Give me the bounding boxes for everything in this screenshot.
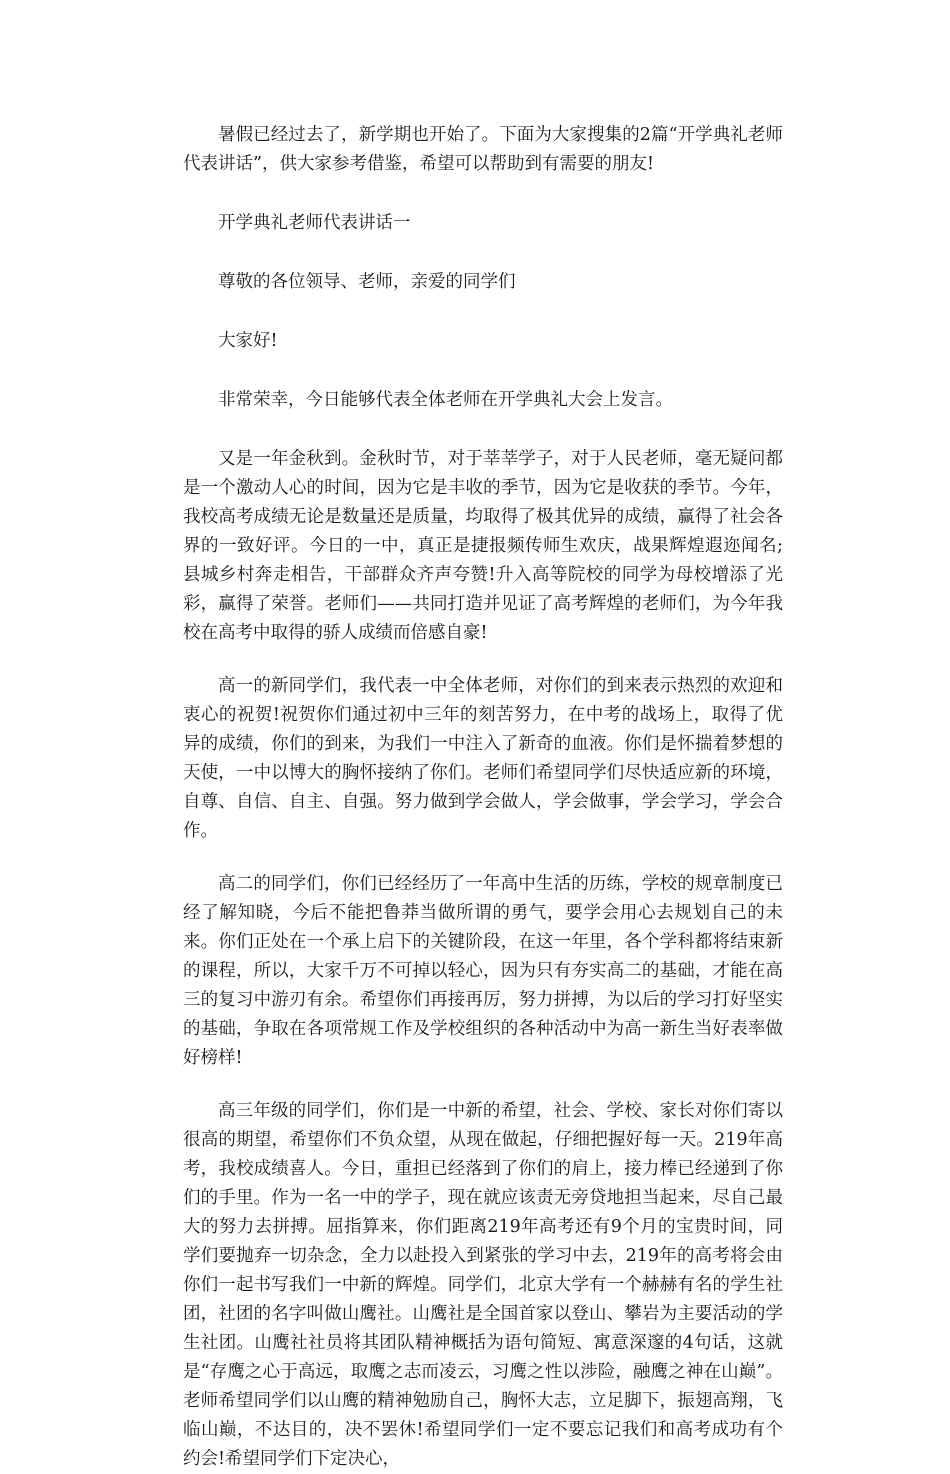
salutation: 尊敬的各位领导、老师，亲爱的同学们 <box>218 272 516 292</box>
grade-one-paragraph: 高一的新同学们，我代表一中全体老师，对你们的到来表示热烈的欢迎和衷心的祝贺!祝贺你们通过初中三年的刻苦努力，在中考的战场上，取得了优异的成绩，你们的到来，为我们一中注入了新奇的血液。你们是怀揣着梦想的天使，一中以博大的胸怀接纳了你们。老师们希望同学们尽快适应新的环境，自尊、自信、自主、自强。努力做到学会做人，学会做事，学会学习，学会合作。 <box>183 676 783 841</box>
autumn-paragraph: 又是一年金秋到。金秋时节，对于莘莘学子，对于人民老师，毫无疑问都是一个激动人心的时间，因为它是丰收的季节，因为它是收获的季节。今年，我校高考成绩无论是数量还是质量，均取得了极其优异的成绩，赢得了社会各界的一致好评。今日的一中，真正是捷报频传师生欢庆，战果辉煌遐迩闻名;县城乡村奔走相告，干部群众齐声夸赞!升入高等院校的同学为母校增添了光彩，赢得了荣誉。老师们——共同打造并见证了高考辉煌的老师们，为今年我校在高考中取得的骄人成绩而倍感自豪! <box>183 449 783 643</box>
opening-paragraph: 非常荣幸，今日能够代表全体老师在开学典礼大会上发言。 <box>218 390 673 410</box>
greeting: 大家好! <box>218 331 278 351</box>
grade-three-paragraph: 高三年级的同学们，你们是一中新的希望，社会、学校、家长对你们寄以很高的期望，希望你们不负众望，从现在做起，仔细把握好每一天。219年高考，我校成绩喜人。今日，重担已经落到了你们的肩上，接力棒已经递到了你们的手里。作为一名一中的学子，现在就应该责无旁贷地担当起来，尽自己最大的努力去拼搏。屈指算来，你们距离219年高考还有9个月的宝贵时间，同学们要抛弃一切杂念，全力以赴投入到紧张的学习中去，219年的高考将会由你们一起书写我们一中新的辉煌。同学们，北京大学有一个赫赫有名的学生社团，社团的名字叫做山鹰社。山鹰社是全国首家以登山、攀岩为主要活动的学生社团。山鹰社社员将其团队精神概括为语句简短、寓意深邃的4句话，这就是“存鹰之心于高远，取鹰之志而凌云，习鹰之性以涉险，融鹰之神在山巅”。老师希望同学们以山鹰的精神勉励自己，胸怀大志，立足脚下，振翅高翔，飞临山巅，不达目的，决不罢休!希望同学们一定不要忘记我们和高考成功有个约会!希望同学们下定决心， <box>183 1101 783 1469</box>
grade-two-paragraph: 高二的同学们，你们已经经历了一年高中生活的历练，学校的规章制度已经了解知晓，今后不能把鲁莽当做所谓的勇气，要学会用心去规划自己的未来。你们正处在一个承上启下的关键阶段，在这一年里，各个学科都将结束新的课程，所以，大家千万不可掉以轻心，因为只有夯实高二的基础，才能在高三的复习中游刃有余。希望你们再接再厉，努力拼搏，为以后的学习打好坚实的基础，争取在各项常规工作及学校组织的各种活动中为高一新生当好表率做好榜样! <box>183 874 783 1068</box>
speech-title: 开学典礼老师代表讲话一 <box>218 213 411 233</box>
document-body <box>183 121 783 1474</box>
intro-paragraph: 暑假已经过去了，新学期也开始了。下面为大家搜集的2篇“开学典礼老师代表讲话”，供大家参考借鉴，希望可以帮助到有需要的朋友! <box>183 125 783 174</box>
